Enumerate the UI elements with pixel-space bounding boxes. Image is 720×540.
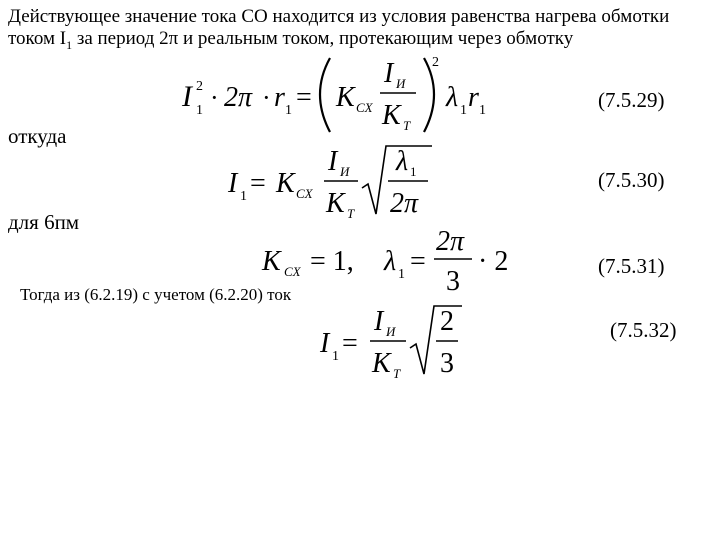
svg-text:1: 1 xyxy=(285,103,292,118)
svg-text:1: 1 xyxy=(240,189,247,204)
intro-line-2: током $I_1$ за период 2π и реальным током, протекающим через обмотку xyxy=(8,28,574,52)
svg-text:=: = xyxy=(296,82,312,113)
svg-text:=: = xyxy=(342,328,358,359)
svg-text:=: = xyxy=(250,168,266,199)
eq-number-31: (7.5.31) xyxy=(598,254,665,278)
equation-7-5-29 xyxy=(170,52,490,138)
intro-line-1: Действующее значение тока СО находится из условия равенства нагрева обмотки xyxy=(8,6,670,27)
svg-text:CX: CX xyxy=(296,186,313,201)
svg-text:= 1,: = 1, xyxy=(310,246,354,277)
svg-text:И: И xyxy=(396,76,406,91)
svg-text:· 2: · 2 xyxy=(478,246,509,277)
eq-number-29: (7.5.29) xyxy=(598,88,665,112)
svg-text:λ: λ xyxy=(384,246,397,277)
label-togda: Тогда из (6.2.19) с учетом (6.2.20) ток xyxy=(20,285,292,304)
svg-text:CX: CX xyxy=(284,264,301,279)
svg-text:K: K xyxy=(276,168,295,199)
svg-text:1: 1 xyxy=(398,267,405,282)
svg-text:I: I xyxy=(228,168,238,199)
svg-text:1: 1 xyxy=(410,164,417,179)
svg-text:=: = xyxy=(410,246,426,277)
svg-text:I: I xyxy=(384,58,394,89)
svg-text:2: 2 xyxy=(432,55,439,70)
svg-text:1: 1 xyxy=(332,349,339,364)
svg-text:K: K xyxy=(372,348,391,379)
svg-text:CX: CX xyxy=(356,100,373,115)
svg-text:·: · xyxy=(262,83,271,112)
equation-7-5-30 xyxy=(222,140,442,220)
svg-text:I: I xyxy=(328,146,338,177)
eq-number-30: (7.5.30) xyxy=(598,168,665,192)
label-otkuda: откуда xyxy=(8,124,67,148)
svg-text:K: K xyxy=(336,82,355,113)
svg-text:K: K xyxy=(326,188,345,219)
svg-text:3: 3 xyxy=(446,266,460,297)
intro-paragraph xyxy=(8,6,713,56)
svg-text:K: K xyxy=(262,246,281,277)
label-dlya: для 6пм xyxy=(8,210,80,234)
svg-text:λ: λ xyxy=(446,82,459,113)
equation-7-5-32 xyxy=(316,300,466,380)
svg-text:T: T xyxy=(393,366,401,380)
svg-text:2π: 2π xyxy=(224,82,253,113)
svg-text:2: 2 xyxy=(196,79,203,94)
svg-text:1: 1 xyxy=(196,103,203,118)
svg-text:·: · xyxy=(210,83,219,112)
svg-text:1: 1 xyxy=(460,103,467,118)
svg-text:1: 1 xyxy=(479,103,486,118)
svg-text:I: I xyxy=(320,328,330,359)
svg-text:T: T xyxy=(347,206,355,220)
eq-number-32: (7.5.32) xyxy=(610,318,677,342)
svg-text:И: И xyxy=(340,164,350,179)
svg-text:λ: λ xyxy=(396,146,409,177)
svg-text:r: r xyxy=(274,82,285,113)
svg-text:2π: 2π xyxy=(436,228,465,257)
svg-text:r: r xyxy=(468,82,479,113)
svg-text:K: K xyxy=(382,100,401,131)
svg-text:I: I xyxy=(182,80,192,113)
equation-7-5-31 xyxy=(258,228,518,300)
svg-text:3: 3 xyxy=(440,348,454,379)
svg-text:И: И xyxy=(386,324,396,339)
svg-text:T: T xyxy=(403,118,411,133)
svg-text:2: 2 xyxy=(440,306,454,337)
svg-text:I: I xyxy=(374,306,384,337)
svg-text:2π: 2π xyxy=(390,188,419,219)
